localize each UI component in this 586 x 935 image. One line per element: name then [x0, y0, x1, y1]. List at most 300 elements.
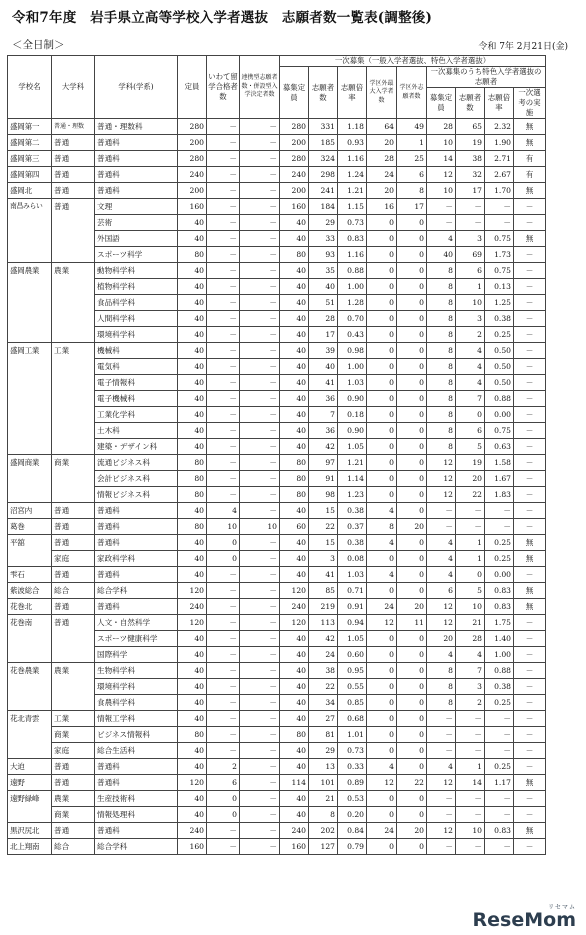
- cell-dept-major: [52, 407, 95, 423]
- cell-school: [8, 375, 52, 391]
- cell-s-applicants: 5: [456, 439, 485, 455]
- cell-out-applicants: 0: [397, 343, 427, 359]
- cell-school: [8, 807, 52, 823]
- cell-exam: －: [514, 439, 546, 455]
- table-row: [8, 423, 546, 439]
- cell-school: 遠野緑峰: [8, 791, 52, 807]
- cell-dept: 国際科学: [95, 647, 178, 663]
- cell-recruit: 80: [280, 471, 309, 487]
- cell-school: [8, 439, 52, 455]
- cell-applicants: 81: [309, 727, 338, 743]
- cell-dept-major: [52, 679, 95, 695]
- cell-dept-major: 商業: [52, 455, 95, 471]
- cell-max-out: 24: [367, 823, 397, 839]
- cell-out-applicants: 0: [397, 439, 427, 455]
- cell-capacity: 40: [178, 231, 207, 247]
- cell-dept-major: [52, 487, 95, 503]
- cell-dept: 流通ビジネス科: [95, 455, 178, 471]
- cell-s-applicants: －: [456, 807, 485, 823]
- cell-recruit: 114: [280, 775, 309, 791]
- cell-s-recruit: 8: [427, 279, 456, 295]
- cell-returnee: 10: [207, 519, 240, 535]
- cell-school: 葛巻: [8, 519, 52, 535]
- cell-dept: 情報ビジネス科: [95, 487, 178, 503]
- cell-dept: 普通科: [95, 519, 178, 535]
- cell-s-ratio: 0.50: [485, 359, 514, 375]
- table-row: [8, 135, 546, 151]
- cell-linked: 10: [240, 519, 280, 535]
- cell-applicants: 35: [309, 263, 338, 279]
- cell-linked: －: [240, 551, 280, 567]
- cell-returnee: －: [207, 375, 240, 391]
- cell-exam: －: [514, 407, 546, 423]
- cell-school: [8, 247, 52, 263]
- cell-max-out: 24: [367, 599, 397, 615]
- cell-s-recruit: 20: [427, 631, 456, 647]
- cell-school: 花北青雲: [8, 711, 52, 727]
- table-row: [8, 535, 546, 551]
- cell-s-ratio: 1.70: [485, 183, 514, 199]
- cell-out-applicants: 0: [397, 503, 427, 519]
- table-row: [8, 615, 546, 631]
- cell-s-recruit: －: [427, 215, 456, 231]
- cell-returnee: －: [207, 327, 240, 343]
- cell-linked: －: [240, 791, 280, 807]
- col-exam: 一次選考の実施: [514, 88, 546, 119]
- cell-s-applicants: 6: [456, 423, 485, 439]
- cell-returnee: －: [207, 647, 240, 663]
- cell-out-applicants: 6: [397, 167, 427, 183]
- cell-linked: －: [240, 199, 280, 215]
- cell-s-recruit: －: [427, 503, 456, 519]
- table-row: [8, 391, 546, 407]
- first-recruit-header: 一次募集（一般入学者選抜、特色入学者選抜）: [280, 56, 546, 67]
- cell-ratio: 1.01: [338, 727, 367, 743]
- cell-out-applicants: 0: [397, 359, 427, 375]
- cell-recruit: 80: [280, 455, 309, 471]
- cell-recruit: 40: [280, 535, 309, 551]
- cell-capacity: 120: [178, 615, 207, 631]
- cell-s-applicants: －: [456, 727, 485, 743]
- cell-ratio: 0.33: [338, 759, 367, 775]
- resemom-logo: [472, 904, 576, 931]
- cell-dept-major: 普通: [52, 615, 95, 631]
- cell-exam: －: [514, 839, 546, 855]
- cell-linked: －: [240, 775, 280, 791]
- cell-recruit: 40: [280, 679, 309, 695]
- cell-recruit: 40: [280, 231, 309, 247]
- cell-school: 盛岡第三: [8, 151, 52, 167]
- cell-returnee: －: [207, 567, 240, 583]
- cell-school: 花巻北: [8, 599, 52, 615]
- cell-applicants: 41: [309, 375, 338, 391]
- cell-recruit: 40: [280, 631, 309, 647]
- cell-capacity: 160: [178, 199, 207, 215]
- cell-applicants: 219: [309, 599, 338, 615]
- cell-recruit: 200: [280, 183, 309, 199]
- table-row: [8, 775, 546, 791]
- cell-dept: 普通科: [95, 183, 178, 199]
- cell-s-applicants: 7: [456, 663, 485, 679]
- cell-s-applicants: 5: [456, 583, 485, 599]
- cell-linked: －: [240, 423, 280, 439]
- cell-returnee: －: [207, 471, 240, 487]
- cell-returnee: －: [207, 311, 240, 327]
- cell-linked: －: [240, 823, 280, 839]
- cell-s-ratio: 0.25: [485, 695, 514, 711]
- cell-school: [8, 647, 52, 663]
- cell-max-out: 24: [367, 167, 397, 183]
- cell-s-recruit: －: [427, 791, 456, 807]
- cell-dept-major: 普通: [52, 599, 95, 615]
- cell-returnee: －: [207, 423, 240, 439]
- table-row: [8, 375, 546, 391]
- cell-exam: 無: [514, 135, 546, 151]
- cell-s-recruit: 8: [427, 663, 456, 679]
- cell-linked: －: [240, 807, 280, 823]
- cell-s-applicants: 4: [456, 375, 485, 391]
- cell-capacity: 40: [178, 647, 207, 663]
- cell-exam: －: [514, 663, 546, 679]
- cell-dept-major: 普通: [52, 503, 95, 519]
- table-row: [8, 295, 546, 311]
- cell-exam: －: [514, 503, 546, 519]
- cell-dept: 動物科学科: [95, 263, 178, 279]
- cell-s-ratio: 0.83: [485, 823, 514, 839]
- cell-linked: －: [240, 343, 280, 359]
- table-row: [8, 263, 546, 279]
- cell-school: [8, 279, 52, 295]
- cell-capacity: 40: [178, 551, 207, 567]
- cell-ratio: 1.00: [338, 359, 367, 375]
- cell-applicants: 36: [309, 423, 338, 439]
- cell-max-out: 0: [367, 263, 397, 279]
- cell-out-applicants: 0: [397, 791, 427, 807]
- table-row: [8, 807, 546, 823]
- cell-recruit: 240: [280, 599, 309, 615]
- cell-max-out: 0: [367, 343, 397, 359]
- cell-dept: スポーツ科学: [95, 247, 178, 263]
- cell-applicants: 85: [309, 583, 338, 599]
- cell-applicants: 27: [309, 711, 338, 727]
- cell-out-applicants: 0: [397, 759, 427, 775]
- cell-returnee: －: [207, 279, 240, 295]
- cell-dept: 家政科学科: [95, 551, 178, 567]
- cell-recruit: 40: [280, 215, 309, 231]
- cell-recruit: 240: [280, 167, 309, 183]
- cell-s-applicants: 7: [456, 391, 485, 407]
- cell-s-ratio: 0.88: [485, 391, 514, 407]
- cell-recruit: 40: [280, 663, 309, 679]
- cell-dept: 生産技術科: [95, 791, 178, 807]
- cell-s-ratio: 1.17: [485, 775, 514, 791]
- cell-applicants: 22: [309, 679, 338, 695]
- table-row: [8, 519, 546, 535]
- cell-exam: 有: [514, 151, 546, 167]
- cell-returnee: －: [207, 231, 240, 247]
- cell-max-out: 0: [367, 375, 397, 391]
- cell-ratio: 0.73: [338, 743, 367, 759]
- cell-ratio: 0.93: [338, 135, 367, 151]
- cell-out-applicants: 20: [397, 823, 427, 839]
- cell-dept: 普通科: [95, 823, 178, 839]
- cell-school: [8, 311, 52, 327]
- cell-dept-major: 普通: [52, 535, 95, 551]
- cell-ratio: 1.28: [338, 295, 367, 311]
- cell-s-ratio: 0.25: [485, 327, 514, 343]
- cell-capacity: 40: [178, 263, 207, 279]
- cell-dept: 普通科: [95, 535, 178, 551]
- cell-exam: 無: [514, 119, 546, 135]
- cell-school: [8, 407, 52, 423]
- cell-s-ratio: 1.25: [485, 295, 514, 311]
- cell-dept-major: [52, 215, 95, 231]
- cell-s-recruit: 12: [427, 487, 456, 503]
- cell-school: 花巻農業: [8, 663, 52, 679]
- cell-s-recruit: －: [427, 199, 456, 215]
- cell-school: 平舘: [8, 535, 52, 551]
- category-label: ＜全日制＞: [12, 39, 65, 51]
- cell-dept-major: [52, 231, 95, 247]
- cell-linked: －: [240, 359, 280, 375]
- cell-out-applicants: 0: [397, 375, 427, 391]
- col-s-recruit: 募集定員: [427, 88, 456, 119]
- cell-linked: －: [240, 663, 280, 679]
- cell-applicants: 101: [309, 775, 338, 791]
- cell-max-out: 0: [367, 423, 397, 439]
- cell-linked: －: [240, 471, 280, 487]
- table-row: [8, 839, 546, 855]
- table-row: [8, 167, 546, 183]
- cell-s-applicants: 17: [456, 183, 485, 199]
- cell-exam: 無: [514, 583, 546, 599]
- col-returnee: いわて留学合格者数: [207, 56, 240, 119]
- cell-applicants: 202: [309, 823, 338, 839]
- cell-dept-major: 普通: [52, 183, 95, 199]
- table-row: [8, 663, 546, 679]
- cell-s-applicants: －: [456, 503, 485, 519]
- cell-applicants: 185: [309, 135, 338, 151]
- cell-returnee: 0: [207, 807, 240, 823]
- cell-linked: －: [240, 295, 280, 311]
- table-row: [8, 439, 546, 455]
- logo-ruby: リセマム: [548, 904, 576, 911]
- table-row: [8, 487, 546, 503]
- cell-max-out: 0: [367, 471, 397, 487]
- cell-returnee: －: [207, 407, 240, 423]
- cell-capacity: 40: [178, 567, 207, 583]
- col-out-applicants: 学区外志願者数: [397, 67, 427, 119]
- cell-capacity: 40: [178, 663, 207, 679]
- cell-capacity: 240: [178, 599, 207, 615]
- cell-s-recruit: 4: [427, 231, 456, 247]
- table-row: [8, 183, 546, 199]
- cell-recruit: 40: [280, 295, 309, 311]
- cell-applicants: 8: [309, 807, 338, 823]
- cell-dept: 外国語: [95, 231, 178, 247]
- cell-dept: 生物科学科: [95, 663, 178, 679]
- cell-dept: 普通科: [95, 135, 178, 151]
- cell-dept-major: [52, 327, 95, 343]
- cell-s-ratio: －: [485, 711, 514, 727]
- cell-ratio: 0.73: [338, 215, 367, 231]
- col-recruit: 募集定員: [280, 67, 309, 119]
- cell-out-applicants: 0: [397, 391, 427, 407]
- cell-dept-major: [52, 295, 95, 311]
- cell-returnee: 4: [207, 503, 240, 519]
- cell-exam: －: [514, 743, 546, 759]
- cell-dept-major: 家庭: [52, 743, 95, 759]
- cell-s-ratio: 1.75: [485, 615, 514, 631]
- cell-dept: 普通科: [95, 503, 178, 519]
- cell-s-applicants: －: [456, 519, 485, 535]
- cell-capacity: 40: [178, 423, 207, 439]
- cell-ratio: 0.68: [338, 711, 367, 727]
- cell-capacity: 40: [178, 631, 207, 647]
- cell-recruit: 40: [280, 439, 309, 455]
- cell-dept: 機械科: [95, 343, 178, 359]
- cell-max-out: 0: [367, 359, 397, 375]
- table-row: [8, 119, 546, 135]
- cell-max-out: 0: [367, 391, 397, 407]
- cell-dept: 環境科学科: [95, 327, 178, 343]
- cell-recruit: 60: [280, 519, 309, 535]
- cell-max-out: 0: [367, 631, 397, 647]
- table-row: [8, 359, 546, 375]
- cell-dept: 食品科学科: [95, 295, 178, 311]
- cell-applicants: 331: [309, 119, 338, 135]
- cell-capacity: 80: [178, 247, 207, 263]
- cell-returnee: －: [207, 631, 240, 647]
- cell-dept: 総合学科: [95, 583, 178, 599]
- cell-max-out: 0: [367, 551, 397, 567]
- cell-linked: －: [240, 583, 280, 599]
- table-row: [8, 407, 546, 423]
- cell-school: 大迫: [8, 759, 52, 775]
- cell-ratio: 1.05: [338, 439, 367, 455]
- cell-returnee: －: [207, 199, 240, 215]
- cell-recruit: 40: [280, 263, 309, 279]
- cell-s-applicants: 1: [456, 551, 485, 567]
- cell-s-applicants: 1: [456, 759, 485, 775]
- cell-s-ratio: 0.50: [485, 343, 514, 359]
- cell-s-ratio: －: [485, 519, 514, 535]
- cell-ratio: 0.38: [338, 503, 367, 519]
- cell-s-recruit: 12: [427, 167, 456, 183]
- cell-school: [8, 327, 52, 343]
- cell-exam: 無: [514, 823, 546, 839]
- cell-capacity: 80: [178, 487, 207, 503]
- table-row: [8, 327, 546, 343]
- cell-max-out: 0: [367, 327, 397, 343]
- cell-dept-major: 普通・理数: [52, 119, 95, 135]
- cell-s-ratio: －: [485, 807, 514, 823]
- cell-capacity: 80: [178, 471, 207, 487]
- cell-out-applicants: 0: [397, 567, 427, 583]
- table-row: [8, 231, 546, 247]
- table-row: [8, 567, 546, 583]
- cell-max-out: 0: [367, 455, 397, 471]
- cell-dept: 食農科学科: [95, 695, 178, 711]
- cell-max-out: 0: [367, 279, 397, 295]
- cell-dept-major: 農業: [52, 663, 95, 679]
- table-row: [8, 583, 546, 599]
- cell-ratio: 0.79: [338, 839, 367, 855]
- cell-ratio: 0.71: [338, 583, 367, 599]
- cell-s-ratio: 0.25: [485, 535, 514, 551]
- cell-applicants: 40: [309, 359, 338, 375]
- cell-exam: －: [514, 215, 546, 231]
- cell-s-ratio: 1.00: [485, 647, 514, 663]
- cell-max-out: 0: [367, 583, 397, 599]
- cell-exam: －: [514, 695, 546, 711]
- cell-s-recruit: －: [427, 743, 456, 759]
- cell-school: 沼宮内: [8, 503, 52, 519]
- cell-applicants: 93: [309, 247, 338, 263]
- cell-dept-major: [52, 647, 95, 663]
- cell-ratio: 1.14: [338, 471, 367, 487]
- cell-capacity: 40: [178, 807, 207, 823]
- cell-s-recruit: 8: [427, 391, 456, 407]
- cell-capacity: 200: [178, 135, 207, 151]
- cell-dept: 環境科学科: [95, 679, 178, 695]
- table-row: [8, 791, 546, 807]
- cell-school: 盛岡第四: [8, 167, 52, 183]
- cell-s-applicants: 69: [456, 247, 485, 263]
- cell-ratio: 0.89: [338, 775, 367, 791]
- cell-dept: ビジネス情報科: [95, 727, 178, 743]
- cell-s-applicants: －: [456, 743, 485, 759]
- cell-dept-major: 普通: [52, 775, 95, 791]
- cell-out-applicants: 0: [397, 535, 427, 551]
- cell-ratio: 1.03: [338, 375, 367, 391]
- cell-max-out: 0: [367, 407, 397, 423]
- table-row: [8, 599, 546, 615]
- cell-dept-major: 普通: [52, 135, 95, 151]
- cell-dept: 普通科: [95, 775, 178, 791]
- cell-returnee: －: [207, 823, 240, 839]
- cell-s-recruit: 10: [427, 183, 456, 199]
- cell-out-applicants: 0: [397, 727, 427, 743]
- cell-capacity: 40: [178, 679, 207, 695]
- cell-ratio: 0.08: [338, 551, 367, 567]
- cell-capacity: 40: [178, 695, 207, 711]
- cell-recruit: 40: [280, 311, 309, 327]
- cell-returnee: －: [207, 151, 240, 167]
- cell-ratio: 0.70: [338, 311, 367, 327]
- cell-linked: －: [240, 535, 280, 551]
- cell-dept: 普通科: [95, 759, 178, 775]
- cell-s-applicants: 19: [456, 455, 485, 471]
- cell-s-applicants: 38: [456, 151, 485, 167]
- cell-exam: －: [514, 375, 546, 391]
- cell-exam: －: [514, 615, 546, 631]
- cell-exam: －: [514, 647, 546, 663]
- table-row: [8, 343, 546, 359]
- cell-out-applicants: 0: [397, 263, 427, 279]
- cell-returnee: －: [207, 119, 240, 135]
- cell-ratio: 0.88: [338, 263, 367, 279]
- cell-school: 遠野: [8, 775, 52, 791]
- cell-ratio: 0.55: [338, 679, 367, 695]
- cell-out-applicants: 11: [397, 615, 427, 631]
- cell-school: [8, 727, 52, 743]
- cell-applicants: 98: [309, 487, 338, 503]
- cell-linked: －: [240, 327, 280, 343]
- cell-dept-major: [52, 391, 95, 407]
- logo-text: ReseMom: [472, 909, 576, 931]
- cell-recruit: 160: [280, 839, 309, 855]
